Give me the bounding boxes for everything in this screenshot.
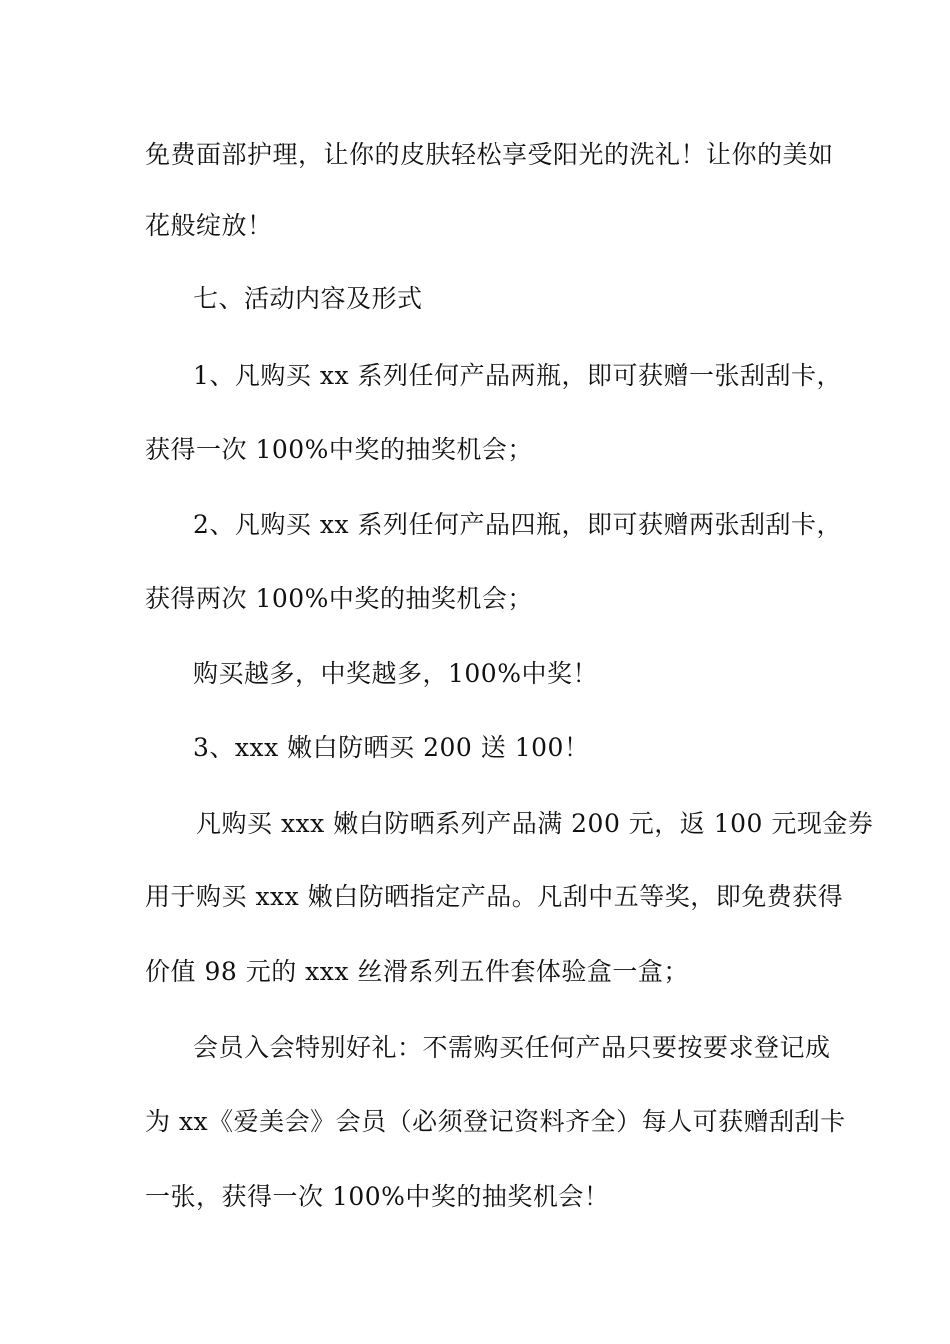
paragraph-line: 用于购买 xxx 嫩白防晒指定产品。凡刮中五等奖，即免费获得: [145, 882, 844, 911]
paragraph-line: 3、xxx 嫩白防晒买 200 送 100！: [193, 733, 590, 762]
paragraph-line: 2、凡购买 xx 系列任何产品四瓶，即可获赠两张刮刮卡，: [193, 510, 842, 539]
paragraph-line: 一张，获得一次 100%中奖的抽奖机会！: [145, 1182, 610, 1211]
paragraph-line: 会员入会特别好礼：不需购买任何产品只要按要求登记成: [193, 1033, 831, 1062]
paragraph-line: 购买越多，中奖越多，100%中奖！: [193, 659, 598, 688]
paragraph-line: 花般绽放！: [145, 211, 273, 240]
paragraph-line: 凡购买 xxx 嫩白防晒系列产品满 200 元，返 100 元现金券: [196, 809, 874, 838]
paragraph-line: 免费面部护理，让你的皮肤轻松享受阳光的洗礼！让你的美如: [145, 140, 834, 169]
paragraph-line: 为 xx《爱美会》会员（必须登记资料齐全）每人可获赠刮刮卡: [145, 1107, 846, 1136]
paragraph-line: 1、凡购买 xx 系列任何产品两瓶，即可获赠一张刮刮卡，: [193, 361, 842, 390]
paragraph-line: 获得一次 100%中奖的抽奖机会；: [145, 435, 533, 464]
section-heading: 七、活动内容及形式: [193, 284, 423, 313]
paragraph-line: 价值 98 元的 xxx 丝滑系列五件套体验盒一盒；: [145, 957, 689, 986]
paragraph-line: 获得两次 100%中奖的抽奖机会；: [145, 584, 533, 613]
